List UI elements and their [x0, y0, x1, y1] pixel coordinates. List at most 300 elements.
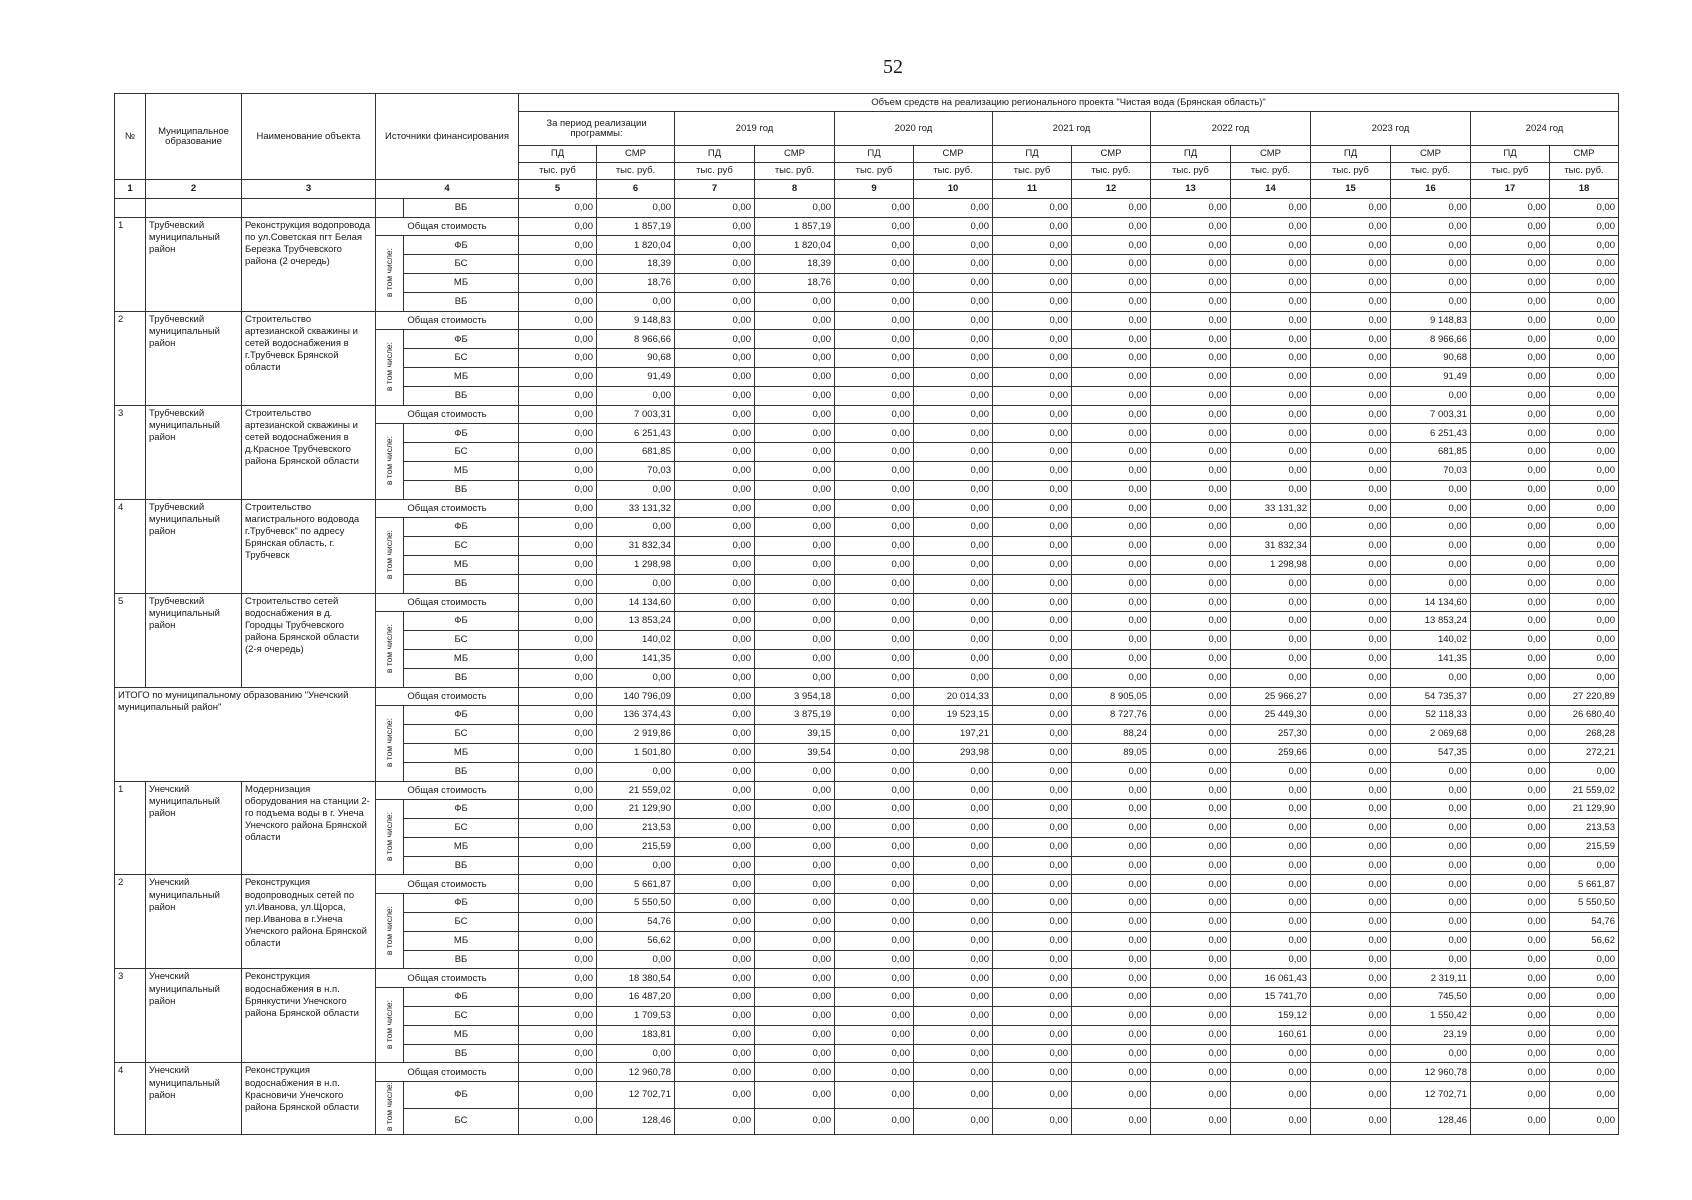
value-cell: 0,00	[755, 518, 835, 537]
value-cell: 0,00	[993, 273, 1072, 292]
source-label: ВБ	[404, 480, 519, 499]
value-cell: 0,00	[914, 518, 993, 537]
value-cell: 0,00	[519, 1082, 597, 1108]
value-cell: 0,00	[675, 1063, 755, 1082]
value-cell: 0,00	[1072, 311, 1151, 330]
value-cell: 215,59	[1550, 837, 1619, 856]
value-cell: 0,00	[1231, 1044, 1311, 1063]
value-cell: 0,00	[835, 725, 914, 744]
value-cell: 0,00	[835, 988, 914, 1007]
value-cell: 0,00	[993, 668, 1072, 687]
value-cell: 0,00	[1550, 311, 1619, 330]
total-cost-label: Общая стоимость	[376, 781, 519, 800]
value-cell: 0,00	[993, 367, 1072, 386]
value-cell: 0,00	[597, 198, 675, 217]
value-cell: 0,00	[1550, 969, 1619, 988]
value-cell: 0,00	[993, 292, 1072, 311]
value-cell: 0,00	[675, 349, 755, 368]
value-cell: 0,00	[675, 875, 755, 894]
value-cell: 0,00	[1471, 1082, 1550, 1108]
value-cell: 0,00	[1231, 443, 1311, 462]
value-cell: 18,39	[597, 255, 675, 274]
value-cell: 0,00	[835, 499, 914, 518]
value-cell: 0,00	[1151, 273, 1231, 292]
value-cell: 0,00	[755, 349, 835, 368]
value-cell: 0,00	[1471, 537, 1550, 556]
value-cell: 0,00	[1231, 875, 1311, 894]
value-cell: 681,85	[1391, 443, 1471, 462]
value-cell: 0,00	[993, 386, 1072, 405]
value-cell: 0,00	[914, 668, 993, 687]
row-number: 5	[115, 593, 146, 687]
table-body	[115, 180, 1619, 1135]
value-cell: 0,00	[1151, 518, 1231, 537]
in-number-label: в том числе:	[376, 1082, 404, 1135]
value-cell: 0,00	[1311, 988, 1391, 1007]
value-cell: 0,00	[519, 518, 597, 537]
value-cell: 0,00	[1072, 837, 1151, 856]
value-cell: 0,00	[675, 461, 755, 480]
source-label: БС	[404, 1108, 519, 1134]
in-number-label: в том числе:	[376, 236, 404, 311]
value-cell: 0,00	[1391, 950, 1471, 969]
value-cell: 0,00	[1391, 894, 1471, 913]
value-cell: 16 061,43	[1231, 969, 1311, 988]
value-cell: 1 709,53	[597, 1007, 675, 1026]
value-cell: 0,00	[519, 612, 597, 631]
value-cell: 0,00	[1072, 555, 1151, 574]
value-cell: 0,00	[519, 856, 597, 875]
value-cell: 0,00	[835, 1108, 914, 1134]
value-cell: 20 014,33	[914, 687, 993, 706]
value-cell: 0,00	[1151, 311, 1231, 330]
value-cell: 0,00	[675, 800, 755, 819]
object-name: Реконструкция водоснабжения в н.п. Брянкустичи Унечского района Брянской области	[242, 969, 376, 1063]
value-cell: 0,00	[914, 555, 993, 574]
value-cell: 745,50	[1391, 988, 1471, 1007]
value-cell: 0,00	[835, 1063, 914, 1082]
value-cell: 0,00	[755, 969, 835, 988]
unit-pd: тыс. руб	[993, 163, 1072, 180]
value-cell: 54,76	[1550, 913, 1619, 932]
value-cell: 0,00	[1072, 1108, 1151, 1134]
value-cell: 7 003,31	[597, 405, 675, 424]
value-cell: 0,00	[1471, 255, 1550, 274]
source-label: ВБ	[404, 386, 519, 405]
row-number: 1	[115, 217, 146, 311]
value-cell: 1 820,04	[597, 236, 675, 255]
pd-header: ПД	[1151, 146, 1231, 163]
value-cell: 0,00	[1391, 800, 1471, 819]
value-cell: 0,00	[1311, 631, 1391, 650]
value-cell: 0,00	[1072, 781, 1151, 800]
value-cell: 0,00	[1311, 273, 1391, 292]
unit-smr: тыс. руб.	[914, 163, 993, 180]
value-cell: 0,00	[675, 574, 755, 593]
value-cell: 0,00	[1072, 1007, 1151, 1026]
value-cell: 0,00	[519, 593, 597, 612]
total-cost-label: Общая стоимость	[376, 969, 519, 988]
municipality-name: Трубчевский муниципальный район	[146, 217, 242, 311]
value-cell: 12 702,71	[597, 1082, 675, 1108]
unit-smr: тыс. руб.	[1550, 163, 1619, 180]
value-cell: 0,00	[755, 762, 835, 781]
value-cell: 14 134,60	[597, 593, 675, 612]
source-label: БС	[404, 1007, 519, 1026]
value-cell: 0,00	[1391, 273, 1471, 292]
value-cell: 0,00	[835, 198, 914, 217]
unit-pd: тыс. руб	[835, 163, 914, 180]
value-cell: 0,00	[1471, 743, 1550, 762]
value-cell: 0,00	[1231, 913, 1311, 932]
value-cell: 21 129,90	[1550, 800, 1619, 819]
value-cell: 0,00	[993, 725, 1072, 744]
value-cell: 0,00	[755, 875, 835, 894]
value-cell: 0,00	[993, 443, 1072, 462]
value-cell: 0,00	[993, 593, 1072, 612]
value-cell: 0,00	[914, 537, 993, 556]
value-cell: 0,00	[993, 217, 1072, 236]
value-cell: 0,00	[993, 649, 1072, 668]
value-cell: 52 118,33	[1391, 706, 1471, 725]
value-cell: 0,00	[1231, 255, 1311, 274]
value-cell: 0,00	[1151, 367, 1231, 386]
value-cell: 0,00	[1311, 555, 1391, 574]
value-cell: 0,00	[993, 311, 1072, 330]
value-cell: 0,00	[1471, 311, 1550, 330]
value-cell: 0,00	[993, 931, 1072, 950]
value-cell: 0,00	[675, 649, 755, 668]
value-cell: 0,00	[597, 1044, 675, 1063]
value-cell: 0,00	[835, 931, 914, 950]
col-source-header: Источники финансирования	[376, 94, 519, 180]
value-cell: 0,00	[993, 856, 1072, 875]
value-cell: 0,00	[1151, 969, 1231, 988]
source-label: МБ	[404, 367, 519, 386]
value-cell: 0,00	[519, 574, 597, 593]
value-cell: 0,00	[519, 969, 597, 988]
value-cell: 0,00	[675, 781, 755, 800]
value-cell: 0,00	[1072, 913, 1151, 932]
source-label: МБ	[404, 837, 519, 856]
value-cell: 0,00	[1311, 894, 1391, 913]
object-name: Реконструкция водопровода по ул.Советская пгт Белая Березка Трубчевского района (2 очередь)	[242, 217, 376, 311]
value-cell: 91,49	[597, 367, 675, 386]
value-cell: 0,00	[519, 706, 597, 725]
value-cell: 0,00	[1550, 1044, 1619, 1063]
value-cell: 0,00	[993, 574, 1072, 593]
value-cell: 0,00	[675, 1082, 755, 1108]
value-cell: 0,00	[835, 969, 914, 988]
value-cell: 70,03	[597, 461, 675, 480]
value-cell: 0,00	[914, 443, 993, 462]
value-cell: 56,62	[1550, 931, 1619, 950]
value-cell: 0,00	[755, 537, 835, 556]
value-cell: 0,00	[675, 913, 755, 932]
value-cell: 6 251,43	[597, 424, 675, 443]
value-cell: 0,00	[519, 819, 597, 838]
value-cell: 1 820,04	[755, 236, 835, 255]
value-cell: 18 380,54	[597, 969, 675, 988]
row-number: 3	[115, 405, 146, 499]
value-cell: 0,00	[1072, 1025, 1151, 1044]
value-cell: 19 523,15	[914, 706, 993, 725]
value-cell: 0,00	[993, 480, 1072, 499]
value-cell: 0,00	[914, 931, 993, 950]
value-cell: 0,00	[755, 1007, 835, 1026]
object-name: Строительство сетей водоснабжения в д. Городцы Трубчевского района Брянской области (2-я очередь)	[242, 593, 376, 687]
value-cell: 0,00	[835, 405, 914, 424]
value-cell: 0,00	[675, 217, 755, 236]
value-cell: 0,00	[1151, 687, 1231, 706]
value-cell: 0,00	[1231, 593, 1311, 612]
total-cost-label: Общая стоимость	[376, 875, 519, 894]
value-cell: 0,00	[1550, 593, 1619, 612]
value-cell: 0,00	[755, 424, 835, 443]
value-cell: 0,00	[1072, 198, 1151, 217]
value-cell: 0,00	[675, 499, 755, 518]
value-cell: 0,00	[1550, 292, 1619, 311]
value-cell: 14 134,60	[1391, 593, 1471, 612]
value-cell: 0,00	[1311, 367, 1391, 386]
source-label: ФБ	[404, 330, 519, 349]
value-cell: 0,00	[675, 837, 755, 856]
value-cell: 0,00	[1391, 292, 1471, 311]
value-cell: 0,00	[755, 311, 835, 330]
value-cell: 1 857,19	[755, 217, 835, 236]
value-cell: 0,00	[1311, 1025, 1391, 1044]
source-label: ФБ	[404, 612, 519, 631]
value-cell: 0,00	[1550, 198, 1619, 217]
value-cell: 0,00	[1550, 668, 1619, 687]
value-cell: 0,00	[1151, 649, 1231, 668]
value-cell: 0,00	[675, 743, 755, 762]
value-cell: 183,81	[597, 1025, 675, 1044]
value-cell: 0,00	[835, 555, 914, 574]
value-cell: 0,00	[1550, 950, 1619, 969]
value-cell: 0,00	[1550, 367, 1619, 386]
value-cell: 0,00	[519, 255, 597, 274]
value-cell: 0,00	[519, 236, 597, 255]
value-cell: 1 501,80	[597, 743, 675, 762]
value-cell: 0,00	[835, 367, 914, 386]
value-cell: 0,00	[993, 950, 1072, 969]
value-cell: 0,00	[755, 856, 835, 875]
value-cell: 0,00	[1072, 668, 1151, 687]
value-cell: 0,00	[675, 386, 755, 405]
source-label: МБ	[404, 273, 519, 292]
value-cell: 0,00	[1471, 1108, 1550, 1134]
value-cell: 0,00	[1151, 236, 1231, 255]
value-cell: 0,00	[1151, 856, 1231, 875]
value-cell: 0,00	[1311, 762, 1391, 781]
value-cell: 8 727,76	[1072, 706, 1151, 725]
value-cell: 0,00	[1550, 574, 1619, 593]
value-cell: 0,00	[1311, 255, 1391, 274]
value-cell: 0,00	[1471, 330, 1550, 349]
value-cell: 0,00	[755, 593, 835, 612]
value-cell: 0,00	[1550, 273, 1619, 292]
value-cell: 0,00	[835, 518, 914, 537]
value-cell: 0,00	[675, 668, 755, 687]
value-cell: 0,00	[675, 1025, 755, 1044]
value-cell: 0,00	[1231, 217, 1311, 236]
value-cell: 0,00	[1550, 480, 1619, 499]
value-cell: 0,00	[1471, 518, 1550, 537]
municipality-name: Трубчевский муниципальный район	[146, 311, 242, 405]
value-cell: 0,00	[1550, 236, 1619, 255]
total-cost-label: Общая стоимость	[376, 593, 519, 612]
value-cell: 0,00	[1311, 443, 1391, 462]
source-label: БС	[404, 255, 519, 274]
value-cell: 0,00	[1311, 1082, 1391, 1108]
column-number: 13	[1151, 180, 1231, 199]
value-cell: 0,00	[1072, 443, 1151, 462]
value-cell: 0,00	[519, 349, 597, 368]
value-cell: 0,00	[1231, 1082, 1311, 1108]
value-cell: 0,00	[1550, 988, 1619, 1007]
value-cell: 0,00	[1072, 1082, 1151, 1108]
value-cell: 0,00	[519, 480, 597, 499]
value-cell: 0,00	[1550, 349, 1619, 368]
value-cell: 0,00	[755, 386, 835, 405]
value-cell: 0,00	[675, 367, 755, 386]
value-cell: 0,00	[835, 424, 914, 443]
value-cell: 0,00	[835, 631, 914, 650]
unit-pd: тыс. руб	[1311, 163, 1391, 180]
value-cell: 0,00	[1550, 1082, 1619, 1108]
value-cell: 0,00	[993, 555, 1072, 574]
volume-title: Объем средств на реализацию регионального проекта "Чистая вода (Брянская область)"	[519, 94, 1619, 112]
value-cell: 0,00	[1471, 480, 1550, 499]
value-cell: 0,00	[835, 236, 914, 255]
value-cell: 0,00	[914, 1044, 993, 1063]
value-cell: 0,00	[1151, 255, 1231, 274]
value-cell: 0,00	[1391, 217, 1471, 236]
value-cell: 0,00	[675, 725, 755, 744]
value-cell: 0,00	[597, 668, 675, 687]
column-number-row	[115, 180, 1619, 199]
col-mo-header: Муниципальное образование	[146, 94, 242, 180]
value-cell: 33 131,32	[1231, 499, 1311, 518]
value-cell: 0,00	[835, 819, 914, 838]
value-cell: 0,00	[755, 913, 835, 932]
value-cell: 0,00	[675, 311, 755, 330]
value-cell: 0,00	[835, 386, 914, 405]
value-cell: 681,85	[597, 443, 675, 462]
value-cell: 0,00	[597, 762, 675, 781]
value-cell: 0,00	[1231, 273, 1311, 292]
period-header: 2024 год	[1471, 112, 1619, 146]
value-cell: 0,00	[993, 913, 1072, 932]
value-cell: 0,00	[1311, 311, 1391, 330]
column-number: 2	[146, 180, 242, 199]
unit-pd: тыс. руб	[519, 163, 597, 180]
value-cell: 136 374,43	[597, 706, 675, 725]
value-cell: 0,00	[1311, 386, 1391, 405]
value-cell: 0,00	[914, 969, 993, 988]
funding-table	[114, 93, 1619, 1135]
value-cell: 0,00	[1391, 1044, 1471, 1063]
table-row	[115, 405, 1619, 424]
value-cell: 0,00	[1151, 668, 1231, 687]
value-cell: 0,00	[755, 649, 835, 668]
source-label: БС	[404, 819, 519, 838]
value-cell: 0,00	[519, 537, 597, 556]
value-cell: 0,00	[675, 687, 755, 706]
value-cell: 0,00	[914, 405, 993, 424]
value-cell: 9 148,83	[1391, 311, 1471, 330]
value-cell: 0,00	[993, 800, 1072, 819]
value-cell: 0,00	[1151, 217, 1231, 236]
value-cell: 0,00	[1311, 800, 1391, 819]
value-cell: 0,00	[993, 894, 1072, 913]
value-cell: 0,00	[1550, 405, 1619, 424]
value-cell: 0,00	[675, 593, 755, 612]
value-cell: 0,00	[835, 913, 914, 932]
column-number: 3	[242, 180, 376, 199]
smr-header: СМР	[597, 146, 675, 163]
value-cell: 0,00	[1151, 1063, 1231, 1082]
column-number: 17	[1471, 180, 1550, 199]
value-cell: 0,00	[1231, 856, 1311, 875]
value-cell: 0,00	[1471, 217, 1550, 236]
value-cell: 0,00	[993, 518, 1072, 537]
value-cell: 90,68	[597, 349, 675, 368]
value-cell: 0,00	[1072, 800, 1151, 819]
value-cell: 0,00	[1151, 837, 1231, 856]
value-cell: 0,00	[1151, 950, 1231, 969]
total-cost-label: Общая стоимость	[376, 217, 519, 236]
value-cell: 0,00	[1471, 443, 1550, 462]
value-cell: 0,00	[835, 687, 914, 706]
value-cell: 0,00	[1311, 330, 1391, 349]
smr-header: СМР	[755, 146, 835, 163]
value-cell: 54,76	[597, 913, 675, 932]
value-cell: 0,00	[519, 1108, 597, 1134]
value-cell: 0,00	[1231, 480, 1311, 499]
value-cell: 0,00	[914, 198, 993, 217]
value-cell: 0,00	[1471, 1044, 1550, 1063]
source-label: ВБ	[404, 668, 519, 687]
value-cell: 0,00	[1311, 537, 1391, 556]
value-cell: 0,00	[1231, 349, 1311, 368]
value-cell: 128,46	[1391, 1108, 1471, 1134]
value-cell: 0,00	[835, 781, 914, 800]
value-cell: 0,00	[914, 330, 993, 349]
value-cell: 0,00	[835, 574, 914, 593]
row-number: 1	[115, 781, 146, 875]
value-cell: 0,00	[835, 612, 914, 631]
total-cost-label: Общая стоимость	[376, 405, 519, 424]
value-cell: 0,00	[675, 706, 755, 725]
source-label: МБ	[404, 743, 519, 762]
value-cell: 0,00	[835, 330, 914, 349]
value-cell: 0,00	[597, 950, 675, 969]
value-cell: 0,00	[1311, 931, 1391, 950]
value-cell: 0,00	[755, 931, 835, 950]
value-cell: 0,00	[1151, 386, 1231, 405]
source-label: ФБ	[404, 1082, 519, 1108]
value-cell: 0,00	[1072, 931, 1151, 950]
value-cell: 0,00	[1072, 217, 1151, 236]
value-cell: 0,00	[1072, 612, 1151, 631]
table-row	[115, 875, 1619, 894]
value-cell: 0,00	[1391, 668, 1471, 687]
value-cell: 0,00	[519, 330, 597, 349]
source-label: БС	[404, 725, 519, 744]
value-cell: 0,00	[519, 292, 597, 311]
